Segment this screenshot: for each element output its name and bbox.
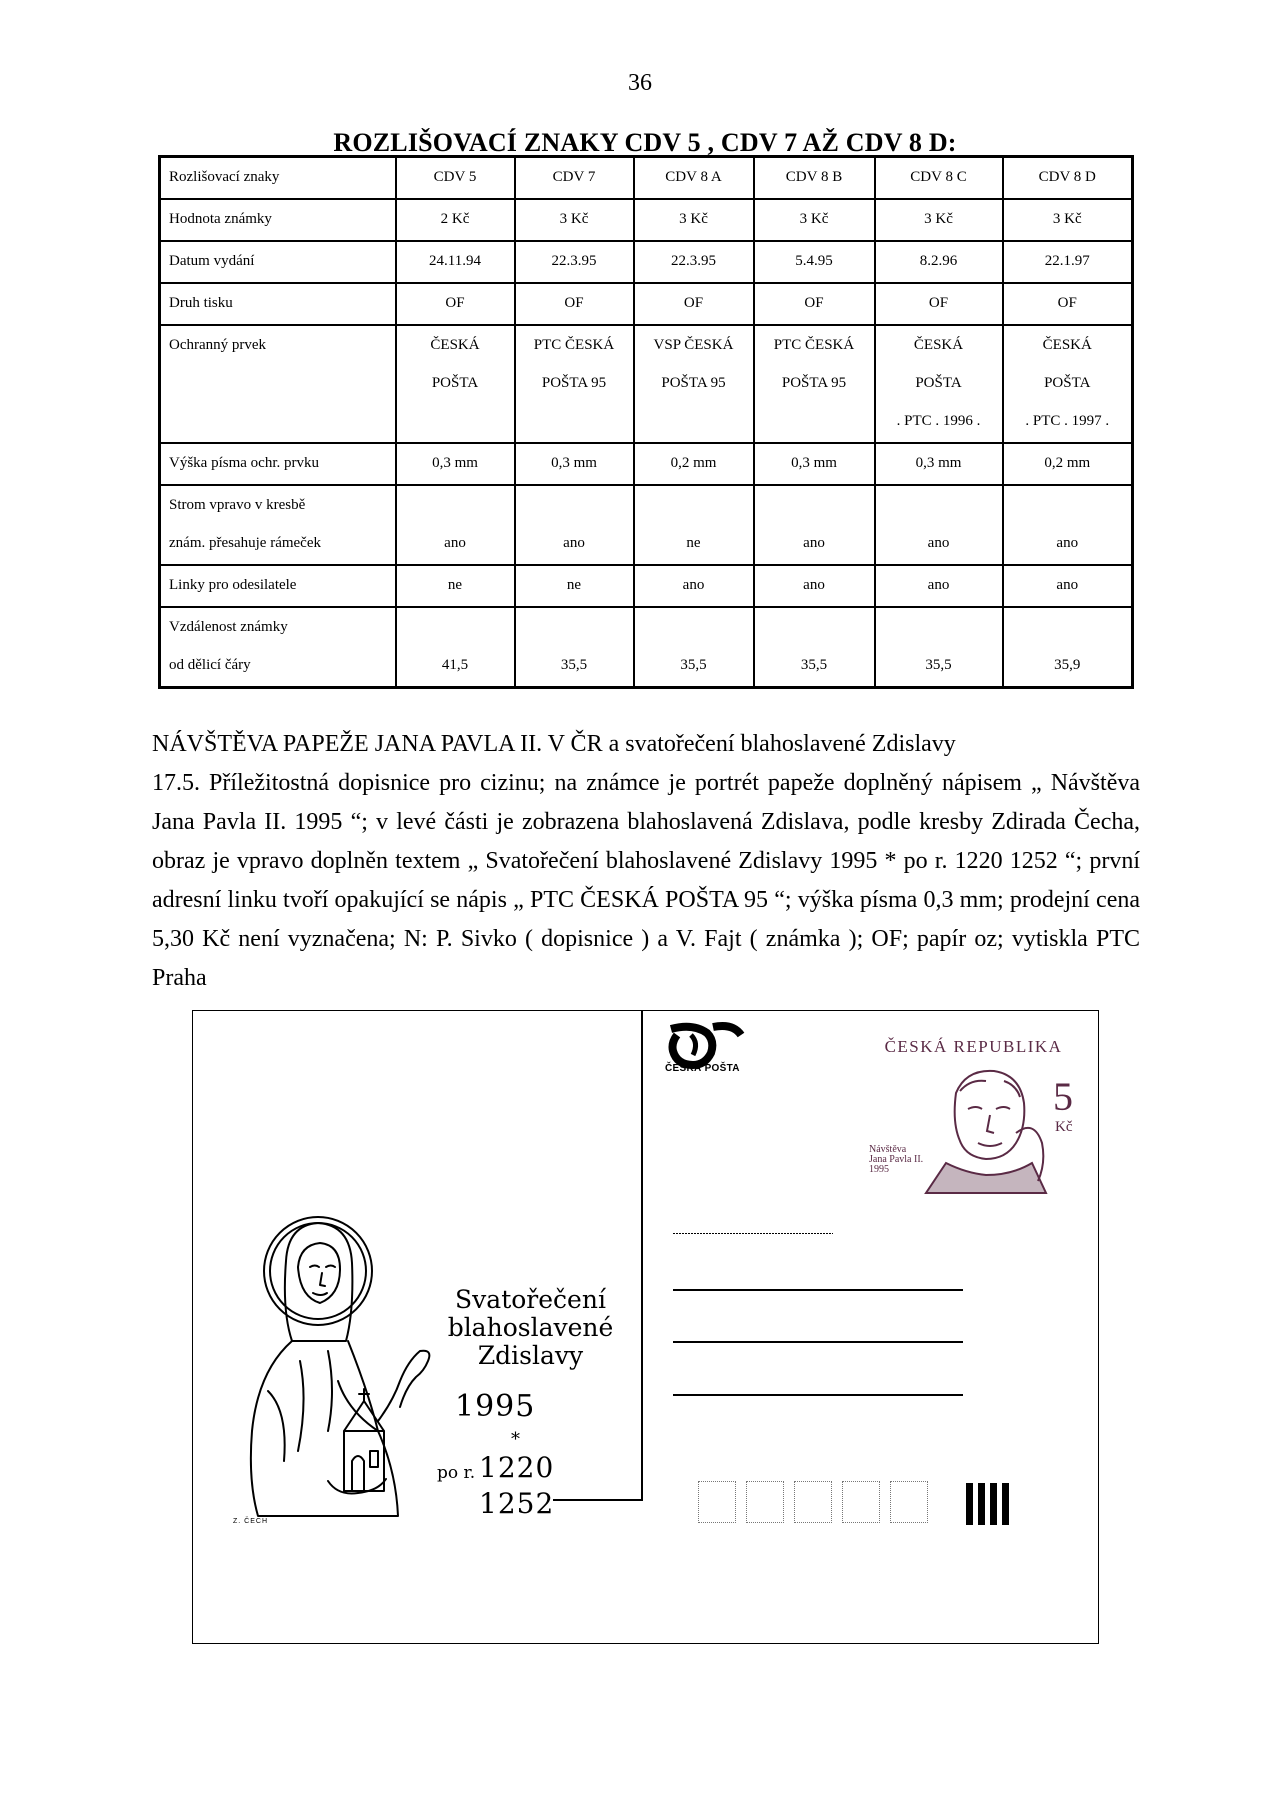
table-cell <box>515 199 634 241</box>
cell-line: 35,5 <box>560 657 588 673</box>
cell-line: 3 Kč <box>924 211 953 227</box>
cell-line: ne <box>686 535 701 551</box>
cell-line: ČESKÁ <box>913 337 964 353</box>
cell-line: POŠTA 95 <box>781 375 847 391</box>
cell-line: 24.11.94 <box>429 253 481 269</box>
table-cell <box>875 565 1003 607</box>
cell-line: 8.2.96 <box>919 253 958 269</box>
table-cell <box>515 283 634 325</box>
address-line <box>673 1233 833 1234</box>
row-label-line: Ochranný prvek <box>169 337 267 353</box>
cell-line: 0,2 mm <box>1044 455 1091 471</box>
table-row <box>160 283 1133 325</box>
cell-line: ano <box>803 535 825 551</box>
table-title: ROZLIŠOVACÍ ZNAKY CDV 5 , CDV 7 AŽ CDV 8 D: <box>333 128 957 157</box>
table-cell <box>875 443 1003 485</box>
table-cell <box>754 325 875 443</box>
title-line: Svatořečení <box>455 1285 606 1314</box>
cell-line: 3 Kč <box>1052 211 1082 227</box>
inscription-line: 1995 <box>869 1164 889 1175</box>
cell-line: OF <box>564 295 584 311</box>
row-label-line: znám. přesahuje rámeček <box>169 535 321 551</box>
header-cell: CDV 8 B <box>754 157 875 200</box>
address-divider-line <box>641 1011 643 1501</box>
divider-foot-line <box>553 1499 643 1501</box>
postcard-image <box>192 1010 1099 1644</box>
table-cell <box>396 325 515 443</box>
artist-signature: Z. ČECH <box>233 1518 268 1525</box>
address-line <box>673 1341 963 1343</box>
cell-line: POŠTA 95 <box>541 375 607 391</box>
table-cell <box>634 565 754 607</box>
row-label-line: Hodnota známky <box>169 211 272 227</box>
table-cell <box>396 199 515 241</box>
table-row <box>160 325 1133 443</box>
table-cell <box>1003 607 1133 688</box>
postcard-title <box>418 1286 643 1370</box>
cell-line: 5.4.95 <box>795 253 833 269</box>
postcode-box <box>746 1481 784 1523</box>
table-cell <box>875 241 1003 283</box>
header-cell: CDV 7 <box>515 157 634 200</box>
table-cell <box>875 485 1003 565</box>
header-cell: CDV 8 A <box>634 157 754 200</box>
table-cell <box>515 241 634 283</box>
cell-line: 0,3 mm <box>432 455 478 471</box>
cell-line: ano <box>444 535 466 551</box>
stamp-inscription <box>869 1145 923 1175</box>
barcode-bar <box>966 1483 973 1525</box>
table-cell <box>515 485 634 565</box>
row-label-line: Vzdálenost známky <box>169 619 288 635</box>
postcard-year-death: 1252 <box>479 1487 555 1520</box>
table-cell <box>754 485 875 565</box>
inscription-line: Návštěva <box>869 1144 907 1155</box>
table-cell <box>754 565 875 607</box>
table-cell <box>1003 443 1133 485</box>
header-cell: CDV 5 <box>396 157 515 200</box>
table-cell <box>754 241 875 283</box>
stamp-country: ČESKÁ REPUBLIKA <box>884 1037 1063 1056</box>
table-cell <box>1003 565 1133 607</box>
cell-line: POŠTA <box>431 375 479 391</box>
cell-line: ano <box>927 577 950 593</box>
row-label <box>160 607 396 688</box>
table-cell <box>634 283 754 325</box>
cell-line: 35,5 <box>925 657 952 673</box>
cell-line: 22.1.97 <box>1044 253 1090 269</box>
cell-line: 3 Kč <box>559 211 589 227</box>
cell-line: ano <box>1056 577 1079 593</box>
ceska-posta-logo-text: ČESKÁ POŠTA <box>665 1063 740 1074</box>
distinguishing-marks-table <box>158 155 1134 689</box>
header-cell-label: Rozlišovací znaky <box>160 157 396 200</box>
table-cell <box>1003 241 1133 283</box>
cell-line: 22.3.95 <box>671 253 716 269</box>
barcode-bar <box>978 1483 985 1525</box>
title-line: Zdislavy <box>477 1341 584 1370</box>
table-cell <box>396 485 515 565</box>
table-row <box>160 443 1133 485</box>
cell-line: PTC ČESKÁ <box>773 337 855 353</box>
cell-line: 41,5 <box>441 657 469 673</box>
cell-line: 35,9 <box>1054 657 1081 673</box>
row-label <box>160 325 396 443</box>
table-cell <box>754 607 875 688</box>
header-cell: CDV 8 C <box>875 157 1003 200</box>
cell-line: PTC ČESKÁ <box>533 337 615 353</box>
table-cell <box>1003 283 1133 325</box>
table-cell <box>634 325 754 443</box>
postcode-box <box>794 1481 832 1523</box>
cell-line: 3 Kč <box>679 211 708 227</box>
postcode-box <box>842 1481 880 1523</box>
row-label-line: Druh tisku <box>169 295 233 311</box>
cell-line: POŠTA <box>915 375 962 391</box>
row-label-line: od dělicí čáry <box>169 657 251 673</box>
cell-line: 35,5 <box>800 657 828 673</box>
table-cell <box>634 485 754 565</box>
postcard-star: * <box>511 1429 520 1450</box>
table-cell <box>754 199 875 241</box>
cell-line: ČESKÁ <box>1042 337 1092 353</box>
table-cell <box>754 443 875 485</box>
cell-line: ne <box>566 577 582 593</box>
row-label <box>160 199 396 241</box>
table-row <box>160 485 1133 565</box>
table-cell <box>875 607 1003 688</box>
table-cell <box>634 443 754 485</box>
row-label-line: Datum vydání <box>169 253 255 269</box>
table-cell <box>754 283 875 325</box>
cell-line: OF <box>445 295 465 311</box>
postcode-box <box>698 1481 736 1523</box>
table-cell <box>1003 199 1133 241</box>
article-paragraph: 17.5. Příležitostná dopisnice pro cizinu; na známce je portrét papeže doplněný nápisem „ Návštěva Jana Pavla II. 1995 “; v levé části je zobrazena blahoslavená Zdislava, podle kresby Zdirada Čecha, obraz je vpravo doplněn textem „ Svatořečení blahoslavené Zdislavy 1995 * po r. 1220 1252 “; první adresní linku tvoří opakující se nápis „ PTC ČESKÁ POŠTA 95 “; výška písma 0,3 mm; prodejní cena 5,30 Kč není vyznačena; N: P. Sivko ( dopisnice ) a V. Fajt ( známka ); OF; papír oz; vytiskla PTC Praha <box>152 770 1140 991</box>
table-row <box>160 565 1133 607</box>
postcard-por: po r. <box>437 1463 476 1483</box>
row-label-line: Strom vpravo v kresbě <box>169 497 306 513</box>
row-label-line: Linky pro odesilatele <box>169 577 297 593</box>
table-cell <box>396 607 515 688</box>
table-cell <box>396 565 515 607</box>
row-label <box>160 443 396 485</box>
table-cell <box>396 283 515 325</box>
table-cell <box>634 199 754 241</box>
stamp-value: 5 <box>1053 1074 1073 1119</box>
row-label <box>160 565 396 607</box>
cell-line: OF <box>804 295 824 311</box>
cell-line: OF <box>928 295 949 311</box>
cell-line: . PTC . 1997 . <box>1025 413 1110 429</box>
table-header-row <box>160 157 1133 200</box>
page-number: 36 <box>628 70 652 96</box>
title-line: blahoslavené <box>447 1313 614 1342</box>
table-cell <box>875 325 1003 443</box>
postcard-year: 1995 <box>455 1389 536 1424</box>
address-line <box>673 1289 963 1291</box>
table-row <box>160 199 1133 241</box>
cell-line: ČESKÁ <box>430 337 480 353</box>
cell-line: 0,2 mm <box>670 455 717 471</box>
cell-line: 0,3 mm <box>915 455 962 471</box>
table-row <box>160 241 1133 283</box>
row-label <box>160 485 396 565</box>
table-cell <box>396 241 515 283</box>
cell-line: 0,3 mm <box>791 455 837 471</box>
cell-line: ano <box>803 577 825 593</box>
header-cell: CDV 8 D <box>1003 157 1133 200</box>
article-text <box>152 725 1140 998</box>
address-line <box>673 1394 963 1396</box>
cell-line: 2 Kč <box>440 211 470 227</box>
table-row <box>160 607 1133 688</box>
row-label-line: Výška písma ochr. prvku <box>169 455 319 471</box>
table-cell <box>515 325 634 443</box>
table-cell <box>875 199 1003 241</box>
cell-line: 3 Kč <box>799 211 829 227</box>
article-heading: NÁVŠTĚVA PAPEŽE JANA PAVLA II. V ČR a svatořečení blahoslavené Zdislavy <box>152 731 956 757</box>
cell-line: ano <box>1056 535 1079 551</box>
inscription-line: Jana Pavla II. <box>869 1154 924 1165</box>
row-label <box>160 241 396 283</box>
cell-line: OF <box>1057 295 1077 311</box>
cell-line: POŠTA 95 <box>661 375 726 391</box>
cell-line: 0,3 mm <box>551 455 597 471</box>
table-cell <box>515 607 634 688</box>
postcard-year-birth: 1220 <box>479 1451 555 1484</box>
postcode-box <box>890 1481 928 1523</box>
barcode-bar <box>990 1483 997 1525</box>
table-cell <box>1003 485 1133 565</box>
cell-line: ne <box>447 577 463 593</box>
barcode-bar <box>1002 1483 1009 1525</box>
row-label <box>160 283 396 325</box>
table-cell <box>396 443 515 485</box>
table-cell <box>515 443 634 485</box>
table-cell <box>1003 325 1133 443</box>
table-cell <box>634 607 754 688</box>
cell-line: 35,5 <box>680 657 707 673</box>
table-cell <box>515 565 634 607</box>
stamp-currency: Kč <box>1055 1119 1073 1135</box>
table-cell <box>875 283 1003 325</box>
pope-portrait <box>916 1063 1056 1198</box>
cell-line: . PTC . 1996 . <box>896 413 981 429</box>
cell-line: OF <box>683 295 704 311</box>
cell-line: 22.3.95 <box>551 253 597 269</box>
zdislava-illustration <box>228 1211 438 1521</box>
cell-line: ano <box>563 535 585 551</box>
cell-line: ano <box>927 535 950 551</box>
cell-line: POŠTA <box>1044 375 1091 391</box>
cell-line: ano <box>682 577 705 593</box>
printed-stamp <box>861 1033 1086 1203</box>
table-cell <box>634 241 754 283</box>
cell-line: VSP ČESKÁ <box>653 337 734 353</box>
